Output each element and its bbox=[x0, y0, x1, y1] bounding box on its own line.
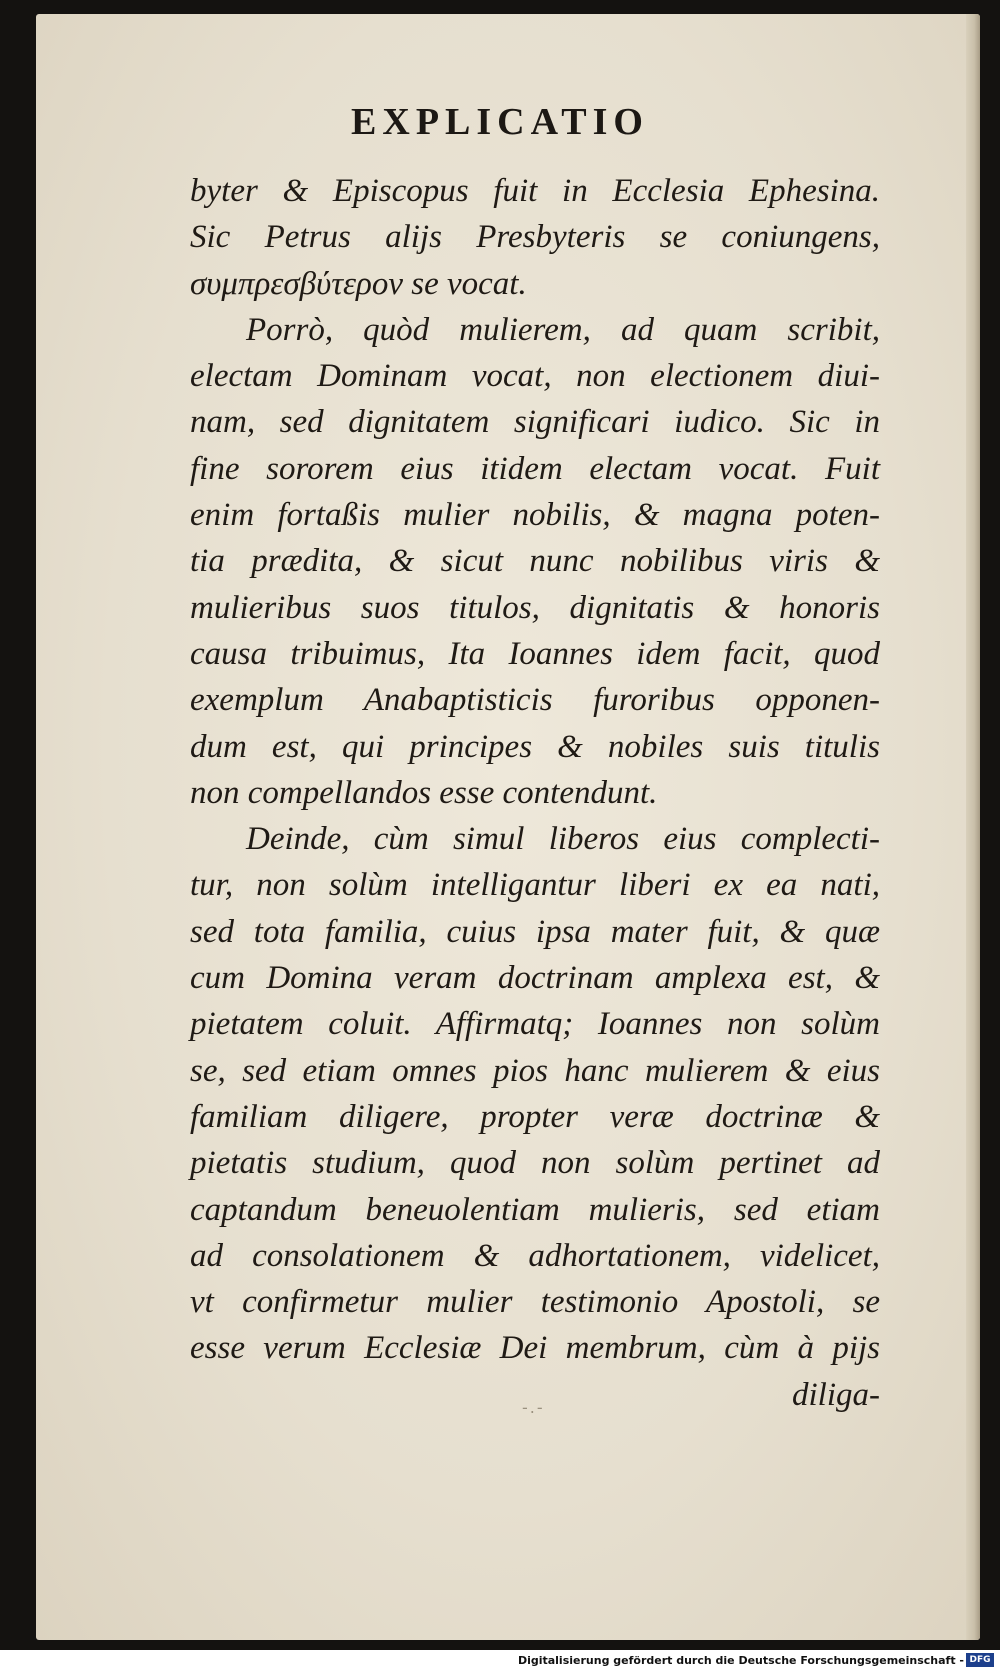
text-line: cum Domina veram doctrinam amplexa est, & bbox=[190, 960, 880, 997]
text-line: nam, sed dignitatem significari iudico. Sic in bbox=[190, 404, 880, 441]
running-head: EXPLICATIO bbox=[351, 101, 649, 143]
text-line: sed tota familia, cuius ipsa mater fuit, & quæ bbox=[190, 913, 880, 950]
text-line: esse verum Ecclesiæ Dei membrum, cùm à pijs bbox=[190, 1330, 880, 1367]
text-line: fine sororem eius itidem electam vocat. Fuit bbox=[190, 450, 880, 487]
text-line: vt confirmetur mulier testimonio Apostoli, se bbox=[190, 1284, 880, 1321]
text-line: electam Dominam vocat, non electionem diui- bbox=[190, 358, 880, 395]
text-line: dum est, qui principes & nobiles suis titulis bbox=[190, 728, 880, 765]
body-text bbox=[190, 168, 880, 1418]
catchword: diliga- bbox=[792, 1376, 880, 1413]
text-line: tia prædita, & sicut nunc nobilibus viris & bbox=[190, 543, 880, 580]
text-line: se, sed etiam omnes pios hanc mulierem & eius bbox=[190, 1052, 880, 1089]
text-line: exemplum Anabaptisticis furoribus opponen- bbox=[190, 682, 880, 719]
pencil-mark: -.- bbox=[522, 1398, 545, 1417]
text-line: pietatis studium, quod non solùm pertinet ad bbox=[190, 1145, 880, 1182]
footer-credit: Digitalisierung gefördert durch die Deutsche Forschungsgemeinschaft - bbox=[517, 1654, 964, 1667]
text-line: mulieribus suos titulos, dignitatis & honoris bbox=[190, 589, 880, 626]
text-line: ad consolationem & adhortationem, videlicet, bbox=[190, 1237, 880, 1274]
paragraph-start-line: Porrò, quòd mulierem, ad quam scribit, bbox=[246, 311, 880, 348]
text-line: pietatem coluit. Affirmatq; Ioannes non solùm bbox=[190, 1006, 880, 1043]
page-edge-shadow bbox=[966, 14, 980, 1640]
text-line: enim fortaßis mulier nobilis, & magna poten- bbox=[190, 497, 880, 534]
text-line: tur, non solùm intelligantur liberi ex ea nati, bbox=[190, 867, 880, 904]
text-line: συμπρεσβύτερον se vocat. bbox=[190, 265, 527, 302]
paragraph-start-line: Deinde, cùm simul liberos eius complecti- bbox=[246, 821, 880, 858]
text-line: Sic Petrus alijs Presbyteris se coniungens, bbox=[190, 219, 880, 256]
text-line: familiam diligere, propter veræ doctrinæ & bbox=[190, 1098, 880, 1135]
text-line: causa tribuimus, Ita Ioannes idem facit, quod bbox=[190, 635, 880, 672]
text-line: byter & Episcopus fuit in Ecclesia Ephesina. bbox=[190, 173, 880, 209]
text-line: non compellandos esse contendunt. bbox=[190, 774, 658, 811]
dfg-logo: DFG bbox=[966, 1653, 994, 1667]
text-line: captandum beneuolentiam mulieris, sed etiam bbox=[190, 1191, 880, 1228]
